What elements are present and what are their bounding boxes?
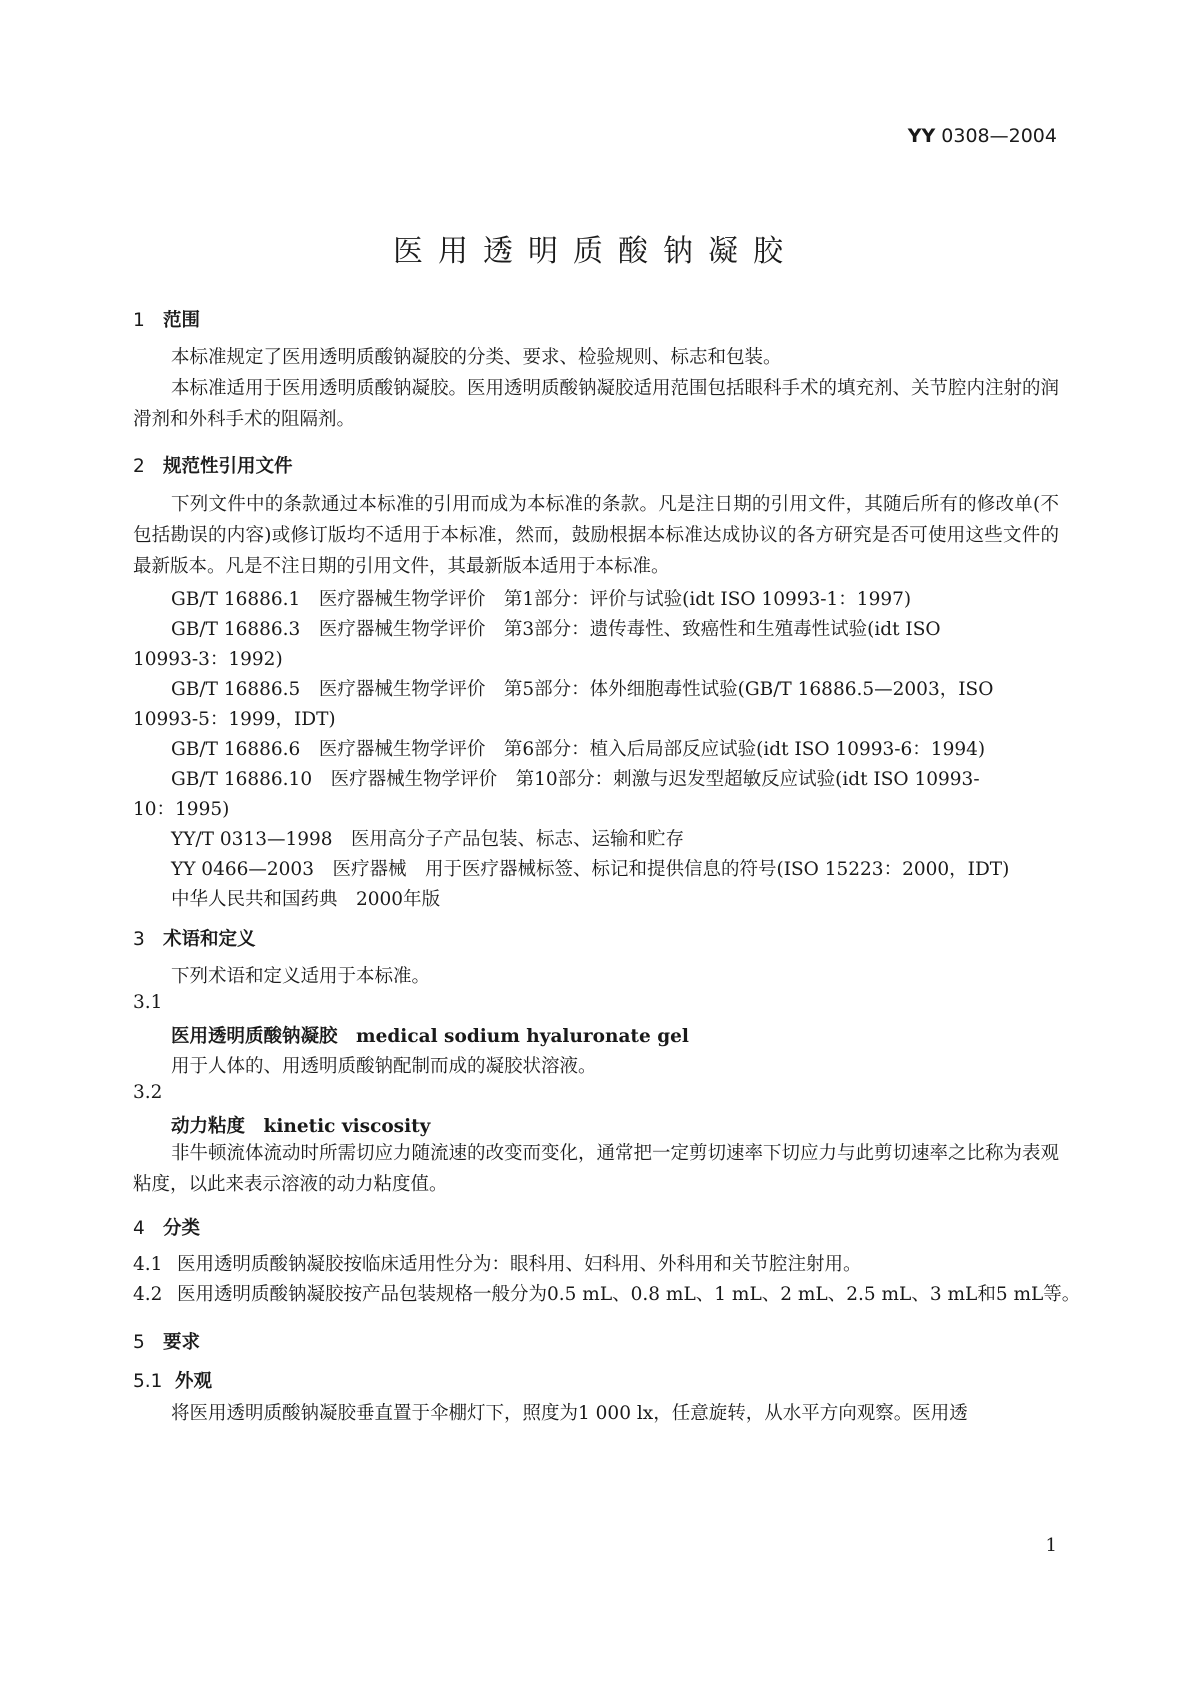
section-3-heading: 3 术语和定义 [133,929,256,950]
clause-4-1: 4.1 医用透明质酸钠凝胶按临床适用性分为：眼科用、妇科用、外科用和关节腔注射用。 [133,1254,862,1275]
reference-item-continuation: 10993-3：1992) [133,649,283,670]
section-4-heading: 4 分类 [133,1218,201,1239]
reference-item: GB/T 16886.10 医疗器械生物学评价 第10部分：刺激与迟发型超敏反应试验(idt ISO 10993- [171,769,980,790]
section-3-intro: 下列术语和定义适用于本标准。 [171,966,431,987]
term-heading: 医用透明质酸钠凝胶 medical sodium hyaluronate gel [171,1026,689,1047]
section-1-paragraph-1: 本标准规定了医用透明质酸钠凝胶的分类、要求、检验规则、标志和包装。 [171,347,782,368]
section-1-paragraph-2: 本标准适用于医用透明质酸钠凝胶。医用透明质酸钠凝胶适用范围包括眼科手术的填充剂、关节腔内注射的润滑剂和外科手术的阻隔剂。 [133,378,1060,430]
section-2-intro: 下列文件中的条款通过本标准的引用而成为本标准的条款。凡是注日期的引用文件，其随后所有的修改单(不包括勘误的内容)或修订版均不适用于本标准，然而，鼓励根据本标准达成协议的各方研究是否可使用这些文件的最新版本。凡是不注日期的引用文件，其最新版本适用于本标准。 [133,494,1059,577]
reference-item: 中华人民共和国药典 2000年版 [171,889,441,910]
term-definition: 用于人体的、用透明质酸钠配制而成的凝胶状溶液。 [171,1056,597,1077]
term-heading: 动力粘度 kinetic viscosity [171,1116,431,1137]
section-5-1-paragraph: 将医用透明质酸钠凝胶垂直置于伞棚灯下，照度为1 000 lx，任意旋转，从水平方向观察。医用透 [171,1403,968,1424]
reference-item-continuation: 10993-5：1999，IDT) [133,709,336,730]
reference-item: YY/T 0313—1998 医用高分子产品包装、标志、运输和贮存 [171,829,685,850]
term-number: 3.2 [133,1082,163,1103]
reference-item: GB/T 16886.6 医疗器械生物学评价 第6部分：植入后局部反应试验(idt ISO 10993-6：1994) [171,739,986,760]
standard-number: YY 0308—2004 [907,125,1057,147]
reference-item-continuation: 10：1995) [133,799,230,820]
document-title: 医用透明质酸钠凝胶 [393,234,798,269]
reference-item: GB/T 16886.1 医疗器械生物学评价 第1部分：评价与试验(idt ISO 10993-1：1997) [171,589,912,610]
reference-item: GB/T 16886.3 医疗器械生物学评价 第3部分：遗传毒性、致癌性和生殖毒性试验(idt ISO [171,619,941,640]
reference-item: GB/T 16886.5 医疗器械生物学评价 第5部分：体外细胞毒性试验(GB/T 16886.5—2003，ISO [171,679,994,700]
section-1-heading: 1 范围 [133,310,201,331]
section-2-heading: 2 规范性引用文件 [133,456,293,477]
clause-4-2: 4.2 医用透明质酸钠凝胶按产品包装规格一般分为0.5 mL、0.8 mL、1 mL、2 mL、2.5 mL、3 mL和5 mL等。 [133,1284,1081,1305]
term-definition: 非牛顿流体流动时所需切应力随流速的改变而变化，通常把一定剪切速率下切应力与此剪切速率之比称为表观粘度，以此来表示溶液的动力粘度值。 [133,1143,1060,1195]
page-number: 1 [1045,1535,1057,1556]
term-number: 3.1 [133,992,163,1013]
section-5-heading: 5 要求 [133,1332,201,1353]
section-5-1-heading: 5.1 外观 [133,1371,213,1392]
reference-item: YY 0466—2003 医疗器械 用于医疗器械标签、标记和提供信息的符号(ISO 15223：2000，IDT) [171,859,1010,880]
